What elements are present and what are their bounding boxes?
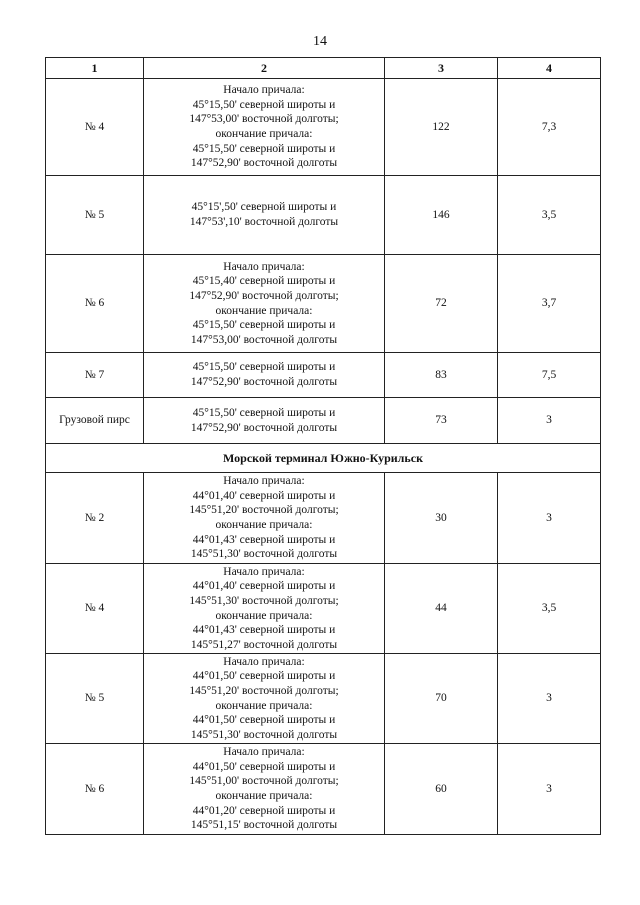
coord-line: 147°52,90' восточной долготы bbox=[190, 157, 338, 170]
berth-depth: 3,5 bbox=[498, 176, 601, 255]
berth-depth: 7,5 bbox=[498, 353, 601, 398]
berth-name: № 4 bbox=[46, 79, 144, 176]
berths-table bbox=[45, 57, 601, 835]
coord-line: 147°53,00' восточной долготы bbox=[190, 333, 338, 346]
berth-coordinates bbox=[144, 654, 385, 744]
coord-line: окончание причала: bbox=[215, 609, 313, 622]
coord-line: 44°01,50' северной широты и bbox=[192, 670, 336, 683]
section-header-row bbox=[46, 444, 601, 473]
table-row bbox=[46, 473, 601, 564]
berth-name: № 5 bbox=[46, 654, 144, 744]
coord-line: 147°53',10' восточной долготы bbox=[189, 216, 339, 228]
coord-line: 147°52,90' восточной долготы; bbox=[189, 289, 339, 302]
berth-name: Грузовой пирс bbox=[46, 398, 144, 444]
header-col-1: 1 bbox=[46, 58, 144, 79]
coord-line: 45°15,50' северной широты и bbox=[192, 142, 336, 155]
berth-depth: 7,3 bbox=[498, 79, 601, 176]
coord-line: 145°51,15' восточной долготы bbox=[190, 819, 338, 832]
table-row bbox=[46, 654, 601, 744]
berth-length: 83 bbox=[385, 353, 498, 398]
coord-line: 45°15,50' северной широты и bbox=[192, 319, 336, 332]
berth-coordinates bbox=[144, 79, 385, 176]
berth-depth: 3,7 bbox=[498, 255, 601, 353]
berth-depth: 3 bbox=[498, 654, 601, 744]
berth-name: № 6 bbox=[46, 255, 144, 353]
header-col-3: 3 bbox=[385, 58, 498, 79]
coord-line: 147°53,00' восточной долготы; bbox=[189, 113, 339, 126]
coord-line: 44°01,43' северной широты и bbox=[192, 624, 336, 637]
header-col-2: 2 bbox=[144, 58, 385, 79]
section-title: Морской терминал Южно-Курильск bbox=[46, 444, 601, 473]
coord-line: 44°01,50' северной широты и bbox=[192, 760, 336, 773]
berth-name: № 4 bbox=[46, 564, 144, 654]
coord-line: 145°51,30' восточной долготы bbox=[190, 548, 338, 561]
berth-depth: 3,5 bbox=[498, 564, 601, 654]
berth-coordinates bbox=[144, 353, 385, 398]
coord-line: окончание причала: bbox=[215, 790, 313, 802]
coord-line: Начало причала: bbox=[223, 565, 305, 578]
coord-line: 44°01,43' северной широты и bbox=[192, 533, 336, 546]
coord-line: 45°15,50' северной широты и bbox=[192, 98, 336, 111]
berth-length: 72 bbox=[385, 255, 498, 353]
berth-name: № 7 bbox=[46, 353, 144, 398]
table-row bbox=[46, 176, 601, 255]
berth-coordinates bbox=[144, 564, 385, 654]
coord-line: 45°15,50' северной широты и bbox=[192, 406, 336, 419]
berth-length: 122 bbox=[385, 79, 498, 176]
table-row bbox=[46, 353, 601, 398]
coord-line: 145°51,00' восточной долготы; bbox=[189, 775, 339, 788]
coord-line: 45°15',50' северной широты и bbox=[191, 201, 337, 214]
table-header-row bbox=[46, 58, 601, 79]
berth-name: № 2 bbox=[46, 473, 144, 564]
page-number: 14 bbox=[313, 34, 327, 49]
coord-line: 45°15,50' северной широты и bbox=[192, 361, 336, 374]
coord-line: 147°52,90' восточной долготы bbox=[190, 376, 338, 388]
berth-length: 30 bbox=[385, 473, 498, 564]
berth-depth: 3 bbox=[498, 473, 601, 564]
coord-line: 44°01,50' северной широты и bbox=[192, 714, 336, 727]
coord-line: Начало причала: bbox=[223, 746, 305, 759]
coord-line: 44°01,20' северной широты и bbox=[192, 804, 336, 817]
coord-line: окончание причала: bbox=[215, 128, 313, 140]
berth-coordinates bbox=[144, 255, 385, 353]
table-row bbox=[46, 744, 601, 835]
table-row bbox=[46, 255, 601, 353]
coord-line: 145°51,30' восточной долготы; bbox=[189, 594, 339, 607]
berth-name: № 6 bbox=[46, 744, 144, 835]
header-col-4: 4 bbox=[498, 58, 601, 79]
coord-line: 145°51,27' восточной долготы bbox=[190, 638, 338, 651]
berth-name: № 5 bbox=[46, 176, 144, 255]
coord-line: окончание причала: bbox=[215, 304, 313, 317]
berth-coordinates bbox=[144, 473, 385, 564]
coord-line: 45°15,40' северной широты и bbox=[192, 275, 336, 288]
coord-line: 44°01,40' северной широты и bbox=[192, 489, 336, 502]
coord-line: окончание причала: bbox=[215, 699, 313, 712]
berth-coordinates bbox=[144, 744, 385, 835]
coord-line: Начало причала: bbox=[223, 475, 305, 488]
berth-coordinates bbox=[144, 398, 385, 444]
berth-length: 44 bbox=[385, 564, 498, 654]
coord-line: Начало причала: bbox=[223, 655, 305, 668]
berth-length: 73 bbox=[385, 398, 498, 444]
coord-line: 145°51,20' восточной долготы; bbox=[189, 684, 339, 697]
berth-length: 146 bbox=[385, 176, 498, 255]
table-row bbox=[46, 564, 601, 654]
table-row bbox=[46, 398, 601, 444]
berth-length: 60 bbox=[385, 744, 498, 835]
coord-line: Начало причала: bbox=[223, 84, 305, 97]
berth-depth: 3 bbox=[498, 744, 601, 835]
berth-depth: 3 bbox=[498, 398, 601, 444]
berth-coordinates bbox=[144, 176, 385, 255]
coord-line: 44°01,40' северной широты и bbox=[192, 580, 336, 593]
coord-line: 145°51,20' восточной долготы; bbox=[189, 504, 339, 517]
coord-line: окончание причала: bbox=[215, 519, 313, 531]
coord-line: Начало причала: bbox=[223, 260, 305, 273]
coord-line: 147°52,90' восточной долготы bbox=[190, 421, 338, 434]
table-row bbox=[46, 79, 601, 176]
coord-line: 145°51,30' восточной долготы bbox=[190, 728, 338, 741]
berth-length: 70 bbox=[385, 654, 498, 744]
